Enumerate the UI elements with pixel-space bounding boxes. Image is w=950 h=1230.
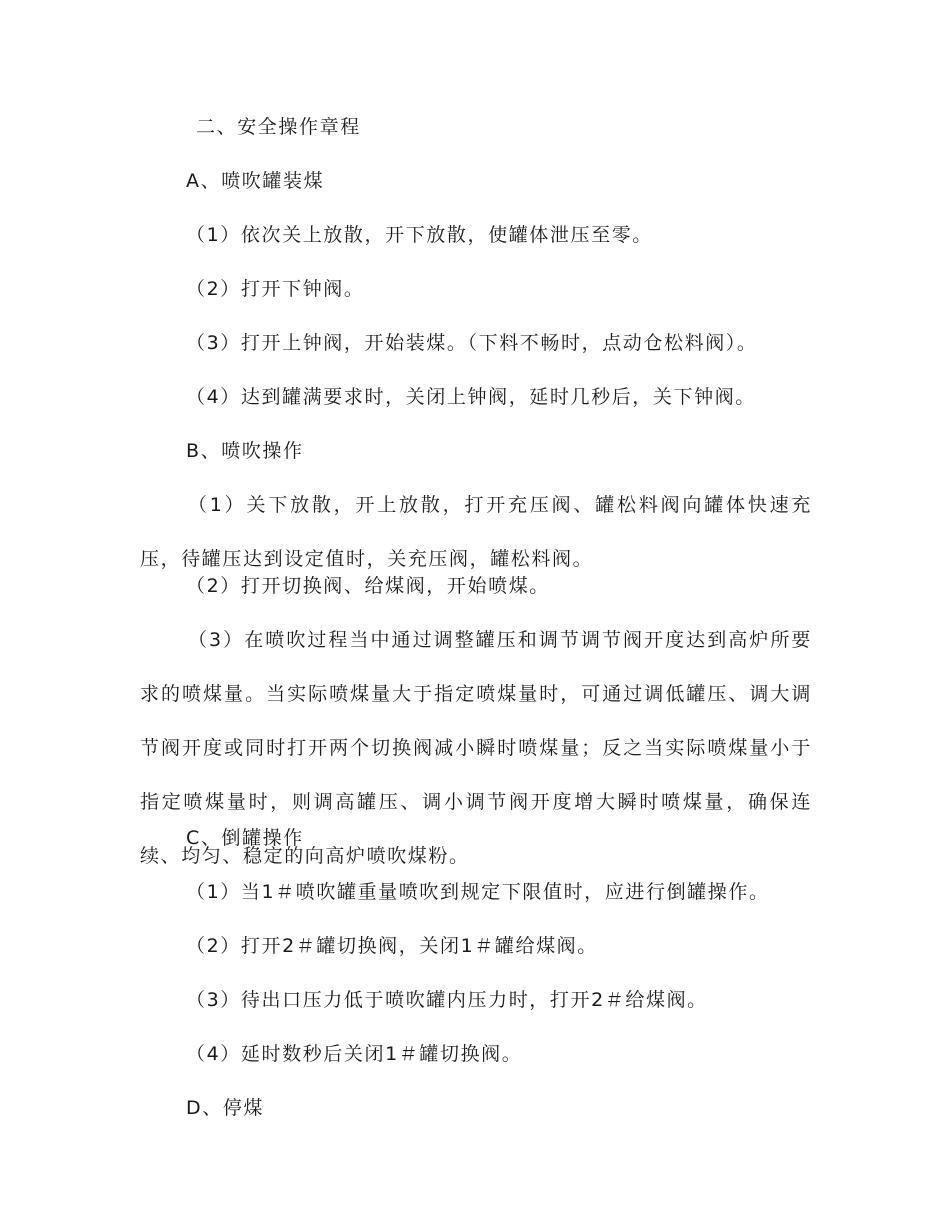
step-b-3: （3）在喷吹过程当中通过调整罐压和调节调节阀开度达到高炉所要求的喷煤量。当实际喷煤量大于指定喷煤量时，可通过调低罐压、调大调节阀开度或同时打开两个切换阀减小瞬时喷煤量；反之当实际喷煤量小于指定喷煤量时，则调高罐压、调小调节阀开度增大瞬时喷煤量，确保连续、均匀、稳定的向高炉喷吹煤粉。 xyxy=(140,629,812,867)
step-c-1: （1）当1＃喷吹罐重量喷吹到规定下限值时，应进行倒罐操作。 xyxy=(186,881,770,903)
step-c-4: （4）延时数秒后关闭1＃罐切换阀。 xyxy=(186,1043,523,1065)
step-c-2: （2）打开2＃罐切换阀，关闭1＃罐给煤阀。 xyxy=(186,935,598,957)
heading-part-b: B、喷吹操作 xyxy=(186,440,304,462)
heading-part-c: C、倒罐操作 xyxy=(186,827,304,849)
heading-part-d: D、停煤 xyxy=(186,1097,265,1119)
section-title: 二、安全操作章程 xyxy=(196,116,361,138)
step-b-2: （2）打开切换阀、给煤阀，开始喷煤。 xyxy=(186,575,550,597)
step-b-1: （1）关下放散，开上放散，打开充压阀、罐松料阀向罐体快速充压，待罐压达到设定值时，关充压阀，罐松料阀。 xyxy=(140,494,812,570)
step-a-2: （2）打开下钟阀。 xyxy=(186,278,365,300)
step-a-1: （1）依次关上放散，开下放散，使罐体泄压至零。 xyxy=(186,224,653,246)
step-a-3: （3）打开上钟阀，开始装煤。（下料不畅时，点动仓松料阀）。 xyxy=(186,332,758,354)
step-a-4: （4）达到罐满要求时，关闭上钟阀，延时几秒后，关下钟阀。 xyxy=(186,386,756,408)
step-c-3: （3）待出口压力低于喷吹罐内压力时，打开2＃给煤阀。 xyxy=(186,989,708,1011)
heading-part-a: A、喷吹罐装煤 xyxy=(186,170,325,192)
